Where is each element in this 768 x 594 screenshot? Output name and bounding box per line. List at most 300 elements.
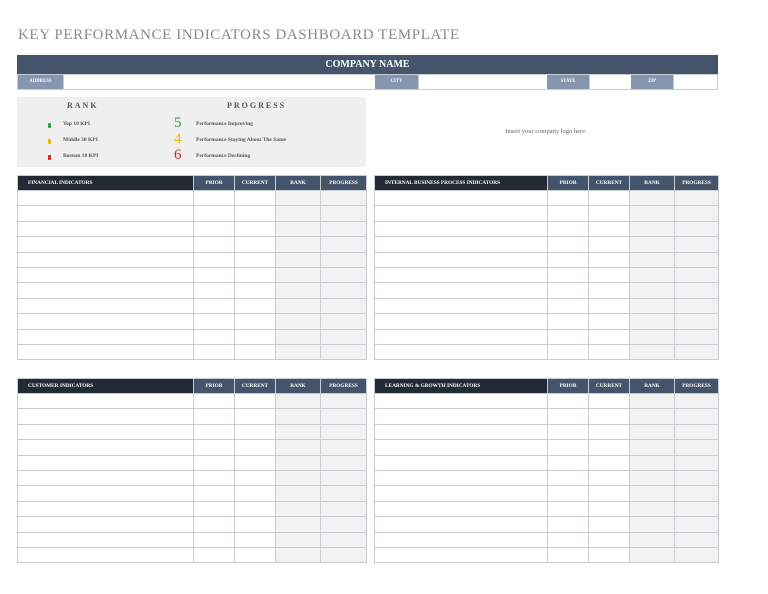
legend-progress-number: 5 bbox=[174, 115, 182, 131]
prior-cell[interactable] bbox=[194, 486, 235, 501]
legend-progress-label: Performance Declining bbox=[196, 153, 251, 159]
table-row bbox=[375, 221, 719, 236]
current-cell[interactable] bbox=[235, 191, 276, 206]
rank-cell[interactable] bbox=[630, 409, 675, 424]
current-cell[interactable] bbox=[235, 532, 276, 547]
rank-cell[interactable] bbox=[630, 329, 675, 344]
prior-cell[interactable] bbox=[548, 221, 589, 236]
table-title: CUSTOMER INDICATORS bbox=[18, 379, 194, 394]
rank-cell[interactable] bbox=[276, 394, 321, 409]
table-row bbox=[18, 486, 367, 501]
progress-cell[interactable] bbox=[321, 314, 367, 329]
indicator-cell[interactable] bbox=[375, 532, 548, 547]
table-row bbox=[18, 501, 367, 516]
prior-cell[interactable] bbox=[194, 314, 235, 329]
current-cell[interactable] bbox=[235, 298, 276, 313]
column-header-prior: PRIOR bbox=[548, 379, 589, 394]
current-cell[interactable] bbox=[589, 517, 630, 532]
rank-cell[interactable] bbox=[630, 252, 675, 267]
prior-cell[interactable] bbox=[194, 191, 235, 206]
rank-cell[interactable] bbox=[630, 470, 675, 485]
legend-progress-number: 4 bbox=[174, 131, 182, 147]
indicator-cell[interactable] bbox=[18, 517, 194, 532]
table-row bbox=[375, 409, 719, 424]
indicator-cell[interactable] bbox=[18, 191, 194, 206]
rank-cell[interactable] bbox=[630, 237, 675, 252]
progress-cell[interactable] bbox=[321, 283, 367, 298]
column-header-current: CURRENT bbox=[235, 176, 276, 191]
progress-cell[interactable] bbox=[321, 344, 367, 359]
indicator-cell[interactable] bbox=[18, 424, 194, 439]
prior-cell[interactable] bbox=[194, 440, 235, 455]
rank-cell[interactable] bbox=[630, 191, 675, 206]
rank-cell[interactable] bbox=[276, 486, 321, 501]
progress-cell[interactable] bbox=[675, 501, 719, 516]
progress-cell[interactable] bbox=[321, 237, 367, 252]
indicator-cell[interactable] bbox=[375, 501, 548, 516]
table-row bbox=[18, 440, 367, 455]
current-cell[interactable] bbox=[235, 409, 276, 424]
rank-cell[interactable] bbox=[276, 329, 321, 344]
table-row bbox=[375, 191, 719, 206]
progress-cell[interactable] bbox=[675, 547, 719, 562]
prior-cell[interactable] bbox=[194, 424, 235, 439]
progress-cell[interactable] bbox=[675, 329, 719, 344]
legend-rank-label: Middle 30 KPI bbox=[63, 137, 98, 143]
legend-progress-number: 6 bbox=[174, 147, 182, 163]
indicator-cell[interactable] bbox=[375, 344, 548, 359]
rank-cell[interactable] bbox=[276, 252, 321, 267]
table-title: LEARNING & GROWTH INDICATORS bbox=[375, 379, 548, 394]
table-row bbox=[18, 237, 367, 252]
indicator-cell[interactable] bbox=[375, 329, 548, 344]
indicator-cell[interactable] bbox=[375, 314, 548, 329]
indicator-cell[interactable] bbox=[375, 547, 548, 562]
prior-cell[interactable] bbox=[548, 470, 589, 485]
rank-cell[interactable] bbox=[630, 344, 675, 359]
indicator-cell[interactable] bbox=[18, 267, 194, 282]
yellow-dot-icon bbox=[48, 139, 51, 144]
indicator-cell[interactable] bbox=[18, 344, 194, 359]
progress-cell[interactable] bbox=[675, 440, 719, 455]
table-row bbox=[375, 440, 719, 455]
progress-cell[interactable] bbox=[321, 394, 367, 409]
current-cell[interactable] bbox=[235, 267, 276, 282]
current-cell[interactable] bbox=[589, 221, 630, 236]
prior-cell[interactable] bbox=[194, 455, 235, 470]
indicator-cell[interactable] bbox=[18, 470, 194, 485]
prior-cell[interactable] bbox=[548, 329, 589, 344]
table-row bbox=[18, 252, 367, 267]
rank-cell[interactable] bbox=[276, 470, 321, 485]
indicator-cell[interactable] bbox=[375, 191, 548, 206]
state-field[interactable] bbox=[589, 75, 631, 89]
current-cell[interactable] bbox=[589, 532, 630, 547]
progress-cell[interactable] bbox=[675, 344, 719, 359]
progress-cell[interactable] bbox=[321, 517, 367, 532]
rank-cell[interactable] bbox=[630, 517, 675, 532]
current-cell[interactable] bbox=[589, 191, 630, 206]
address-field[interactable] bbox=[63, 75, 375, 89]
indicator-cell[interactable] bbox=[18, 455, 194, 470]
prior-cell[interactable] bbox=[548, 191, 589, 206]
indicator-cell[interactable] bbox=[18, 409, 194, 424]
progress-cell[interactable] bbox=[675, 455, 719, 470]
progress-cell[interactable] bbox=[321, 470, 367, 485]
indicator-cell[interactable] bbox=[375, 252, 548, 267]
prior-cell[interactable] bbox=[194, 517, 235, 532]
current-cell[interactable] bbox=[589, 314, 630, 329]
column-header-rank: RANK bbox=[630, 379, 675, 394]
current-cell[interactable] bbox=[589, 455, 630, 470]
indicator-cell[interactable] bbox=[375, 394, 548, 409]
prior-cell[interactable] bbox=[548, 267, 589, 282]
indicator-cell[interactable] bbox=[375, 283, 548, 298]
legend-progress-label: Performance Staying About The Same bbox=[196, 137, 287, 143]
progress-cell[interactable] bbox=[321, 267, 367, 282]
progress-cell[interactable] bbox=[321, 298, 367, 313]
indicator-cell[interactable] bbox=[18, 329, 194, 344]
current-cell[interactable] bbox=[589, 252, 630, 267]
column-header-rank: RANK bbox=[276, 176, 321, 191]
current-cell[interactable] bbox=[235, 206, 276, 221]
indicator-cell[interactable] bbox=[18, 252, 194, 267]
financial-indicators-table bbox=[17, 175, 367, 360]
prior-cell[interactable] bbox=[548, 409, 589, 424]
progress-cell[interactable] bbox=[321, 252, 367, 267]
rank-cell[interactable] bbox=[630, 314, 675, 329]
table-row bbox=[375, 532, 719, 547]
rank-cell[interactable] bbox=[276, 221, 321, 236]
indicator-cell[interactable] bbox=[18, 501, 194, 516]
current-cell[interactable] bbox=[589, 298, 630, 313]
rank-cell[interactable] bbox=[630, 532, 675, 547]
prior-cell[interactable] bbox=[194, 409, 235, 424]
indicator-cell[interactable] bbox=[18, 547, 194, 562]
legend-row-bottom bbox=[17, 147, 366, 166]
table-row bbox=[18, 206, 367, 221]
table-title: INTERNAL BUSINESS PROCESS INDICATORS bbox=[375, 176, 548, 191]
prior-cell[interactable] bbox=[194, 237, 235, 252]
rank-cell[interactable] bbox=[276, 409, 321, 424]
indicator-cell[interactable] bbox=[18, 532, 194, 547]
progress-cell[interactable] bbox=[321, 501, 367, 516]
indicator-cell[interactable] bbox=[18, 440, 194, 455]
rank-cell[interactable] bbox=[630, 501, 675, 516]
current-cell[interactable] bbox=[235, 314, 276, 329]
rank-cell[interactable] bbox=[276, 283, 321, 298]
progress-cell[interactable] bbox=[675, 424, 719, 439]
progress-cell[interactable] bbox=[675, 191, 719, 206]
current-cell[interactable] bbox=[235, 237, 276, 252]
current-cell[interactable] bbox=[589, 283, 630, 298]
current-cell[interactable] bbox=[235, 517, 276, 532]
table-row bbox=[375, 486, 719, 501]
progress-cell[interactable] bbox=[321, 440, 367, 455]
rank-cell[interactable] bbox=[630, 267, 675, 282]
prior-cell[interactable] bbox=[548, 532, 589, 547]
table-row bbox=[18, 517, 367, 532]
progress-cell[interactable] bbox=[321, 455, 367, 470]
prior-cell[interactable] bbox=[194, 206, 235, 221]
progress-cell[interactable] bbox=[675, 267, 719, 282]
current-cell[interactable] bbox=[589, 470, 630, 485]
legend-rank-header: RANK bbox=[67, 101, 99, 110]
table-row bbox=[18, 455, 367, 470]
current-cell[interactable] bbox=[235, 486, 276, 501]
current-cell[interactable] bbox=[589, 424, 630, 439]
current-cell[interactable] bbox=[235, 501, 276, 516]
progress-cell[interactable] bbox=[321, 547, 367, 562]
table-row bbox=[18, 267, 367, 282]
internal-business-process-table bbox=[374, 175, 719, 360]
prior-cell[interactable] bbox=[548, 252, 589, 267]
rank-cell[interactable] bbox=[630, 424, 675, 439]
rank-cell[interactable] bbox=[630, 486, 675, 501]
prior-cell[interactable] bbox=[194, 298, 235, 313]
progress-cell[interactable] bbox=[675, 221, 719, 236]
rank-cell[interactable] bbox=[630, 206, 675, 221]
column-header-current: CURRENT bbox=[589, 379, 630, 394]
progress-cell[interactable] bbox=[321, 424, 367, 439]
current-cell[interactable] bbox=[589, 344, 630, 359]
rank-cell[interactable] bbox=[276, 547, 321, 562]
current-cell[interactable] bbox=[589, 486, 630, 501]
indicator-cell[interactable] bbox=[375, 470, 548, 485]
prior-cell[interactable] bbox=[194, 532, 235, 547]
table-row bbox=[375, 206, 719, 221]
state-label: STATE bbox=[547, 75, 589, 89]
red-dot-icon bbox=[48, 155, 51, 160]
indicator-cell[interactable] bbox=[18, 221, 194, 236]
progress-cell[interactable] bbox=[321, 486, 367, 501]
current-cell[interactable] bbox=[235, 394, 276, 409]
prior-cell[interactable] bbox=[548, 440, 589, 455]
table-row bbox=[375, 237, 719, 252]
prior-cell[interactable] bbox=[548, 486, 589, 501]
progress-cell[interactable] bbox=[675, 298, 719, 313]
kpi-legend bbox=[17, 97, 366, 167]
indicator-cell[interactable] bbox=[18, 486, 194, 501]
column-header-prior: PRIOR bbox=[194, 379, 235, 394]
indicator-cell[interactable] bbox=[18, 394, 194, 409]
prior-cell[interactable] bbox=[548, 455, 589, 470]
progress-cell[interactable] bbox=[675, 517, 719, 532]
column-header-progress: PROGRESS bbox=[675, 176, 719, 191]
rank-cell[interactable] bbox=[276, 267, 321, 282]
current-cell[interactable] bbox=[235, 252, 276, 267]
prior-cell[interactable] bbox=[548, 283, 589, 298]
progress-cell[interactable] bbox=[675, 532, 719, 547]
prior-cell[interactable] bbox=[194, 470, 235, 485]
column-header-prior: PRIOR bbox=[194, 176, 235, 191]
indicator-cell[interactable] bbox=[375, 486, 548, 501]
progress-cell[interactable] bbox=[675, 394, 719, 409]
city-field[interactable] bbox=[418, 75, 547, 89]
company-name-banner[interactable]: COMPANY NAME bbox=[17, 55, 718, 74]
prior-cell[interactable] bbox=[194, 344, 235, 359]
current-cell[interactable] bbox=[589, 440, 630, 455]
rank-cell[interactable] bbox=[276, 424, 321, 439]
prior-cell[interactable] bbox=[194, 221, 235, 236]
indicator-cell[interactable] bbox=[375, 424, 548, 439]
column-header-current: CURRENT bbox=[235, 379, 276, 394]
rank-cell[interactable] bbox=[630, 283, 675, 298]
indicator-cell[interactable] bbox=[18, 298, 194, 313]
rank-cell[interactable] bbox=[276, 501, 321, 516]
rank-cell[interactable] bbox=[630, 547, 675, 562]
table-row bbox=[18, 298, 367, 313]
table-header-row bbox=[18, 379, 367, 394]
current-cell[interactable] bbox=[235, 470, 276, 485]
rank-cell[interactable] bbox=[276, 191, 321, 206]
address-label: ADDRESS bbox=[18, 75, 63, 89]
indicator-cell[interactable] bbox=[375, 237, 548, 252]
zip-label: ZIP bbox=[631, 75, 673, 89]
prior-cell[interactable] bbox=[194, 329, 235, 344]
progress-cell[interactable] bbox=[675, 283, 719, 298]
zip-field[interactable] bbox=[673, 75, 718, 89]
prior-cell[interactable] bbox=[548, 314, 589, 329]
rank-cell[interactable] bbox=[276, 532, 321, 547]
rank-cell[interactable] bbox=[630, 455, 675, 470]
indicator-cell[interactable] bbox=[18, 314, 194, 329]
indicator-cell[interactable] bbox=[18, 237, 194, 252]
column-header-rank: RANK bbox=[630, 176, 675, 191]
logo-placeholder[interactable]: Insert your company logo here. bbox=[505, 128, 587, 135]
prior-cell[interactable] bbox=[548, 424, 589, 439]
progress-cell[interactable] bbox=[675, 486, 719, 501]
progress-cell[interactable] bbox=[675, 206, 719, 221]
progress-cell[interactable] bbox=[675, 409, 719, 424]
progress-cell[interactable] bbox=[675, 470, 719, 485]
table-row bbox=[375, 424, 719, 439]
rank-cell[interactable] bbox=[276, 298, 321, 313]
prior-cell[interactable] bbox=[194, 267, 235, 282]
indicator-cell[interactable] bbox=[375, 221, 548, 236]
indicator-cell[interactable] bbox=[375, 440, 548, 455]
progress-cell[interactable] bbox=[321, 409, 367, 424]
rank-cell[interactable] bbox=[630, 394, 675, 409]
learning-growth-indicators-table bbox=[374, 378, 719, 563]
indicator-cell[interactable] bbox=[375, 206, 548, 221]
indicator-cell[interactable] bbox=[375, 517, 548, 532]
indicator-cell[interactable] bbox=[375, 267, 548, 282]
current-cell[interactable] bbox=[589, 237, 630, 252]
progress-cell[interactable] bbox=[321, 329, 367, 344]
indicator-cell[interactable] bbox=[375, 409, 548, 424]
prior-cell[interactable] bbox=[548, 206, 589, 221]
table-row bbox=[18, 424, 367, 439]
table-row bbox=[375, 252, 719, 267]
table-row bbox=[375, 547, 719, 562]
rank-cell[interactable] bbox=[630, 221, 675, 236]
current-cell[interactable] bbox=[589, 547, 630, 562]
city-label: CITY bbox=[375, 75, 418, 89]
progress-cell[interactable] bbox=[321, 532, 367, 547]
table-row bbox=[375, 517, 719, 532]
rank-cell[interactable] bbox=[630, 440, 675, 455]
prior-cell[interactable] bbox=[194, 283, 235, 298]
table-row bbox=[375, 267, 719, 282]
rank-cell[interactable] bbox=[630, 298, 675, 313]
prior-cell[interactable] bbox=[548, 344, 589, 359]
page-title: KEY PERFORMANCE INDICATORS DASHBOARD TEMPLATE bbox=[18, 27, 460, 43]
progress-cell[interactable] bbox=[321, 191, 367, 206]
progress-cell[interactable] bbox=[675, 252, 719, 267]
prior-cell[interactable] bbox=[194, 501, 235, 516]
table-row bbox=[375, 394, 719, 409]
prior-cell[interactable] bbox=[548, 298, 589, 313]
column-header-prior: PRIOR bbox=[548, 176, 589, 191]
current-cell[interactable] bbox=[589, 206, 630, 221]
progress-cell[interactable] bbox=[321, 221, 367, 236]
legend-rank-label: Top 10 KPI bbox=[63, 121, 91, 127]
current-cell[interactable] bbox=[235, 424, 276, 439]
prior-cell[interactable] bbox=[194, 394, 235, 409]
table-header-row bbox=[18, 176, 367, 191]
current-cell[interactable] bbox=[589, 267, 630, 282]
prior-cell[interactable] bbox=[548, 501, 589, 516]
table-row bbox=[18, 191, 367, 206]
table-title: FINANCIAL INDICATORS bbox=[18, 176, 194, 191]
indicator-cell[interactable] bbox=[18, 283, 194, 298]
rank-cell[interactable] bbox=[276, 344, 321, 359]
table-row bbox=[18, 532, 367, 547]
prior-cell[interactable] bbox=[548, 394, 589, 409]
progress-cell[interactable] bbox=[675, 314, 719, 329]
current-cell[interactable] bbox=[589, 394, 630, 409]
current-cell[interactable] bbox=[235, 455, 276, 470]
table-row bbox=[375, 344, 719, 359]
prior-cell[interactable] bbox=[194, 252, 235, 267]
table-row bbox=[18, 344, 367, 359]
rank-cell[interactable] bbox=[276, 237, 321, 252]
progress-cell[interactable] bbox=[321, 206, 367, 221]
prior-cell[interactable] bbox=[194, 547, 235, 562]
prior-cell[interactable] bbox=[548, 547, 589, 562]
table-row bbox=[375, 314, 719, 329]
current-cell[interactable] bbox=[235, 329, 276, 344]
table-row bbox=[375, 283, 719, 298]
current-cell[interactable] bbox=[589, 501, 630, 516]
column-header-rank: RANK bbox=[276, 379, 321, 394]
current-cell[interactable] bbox=[235, 547, 276, 562]
rank-cell[interactable] bbox=[276, 314, 321, 329]
prior-cell[interactable] bbox=[548, 237, 589, 252]
indicator-cell[interactable] bbox=[375, 455, 548, 470]
table-header-row bbox=[375, 176, 719, 191]
table-row bbox=[18, 470, 367, 485]
current-cell[interactable] bbox=[589, 409, 630, 424]
indicator-cell[interactable] bbox=[18, 206, 194, 221]
current-cell[interactable] bbox=[235, 440, 276, 455]
prior-cell[interactable] bbox=[548, 517, 589, 532]
rank-cell[interactable] bbox=[276, 440, 321, 455]
progress-cell[interactable] bbox=[675, 237, 719, 252]
current-cell[interactable] bbox=[235, 283, 276, 298]
current-cell[interactable] bbox=[235, 344, 276, 359]
rank-cell[interactable] bbox=[276, 455, 321, 470]
rank-cell[interactable] bbox=[276, 517, 321, 532]
rank-cell[interactable] bbox=[276, 206, 321, 221]
current-cell[interactable] bbox=[235, 221, 276, 236]
current-cell[interactable] bbox=[589, 329, 630, 344]
indicator-cell[interactable] bbox=[375, 298, 548, 313]
legend-progress-header: PROGRESS bbox=[227, 101, 287, 110]
customer-indicators-table bbox=[17, 378, 367, 563]
column-header-current: CURRENT bbox=[589, 176, 630, 191]
